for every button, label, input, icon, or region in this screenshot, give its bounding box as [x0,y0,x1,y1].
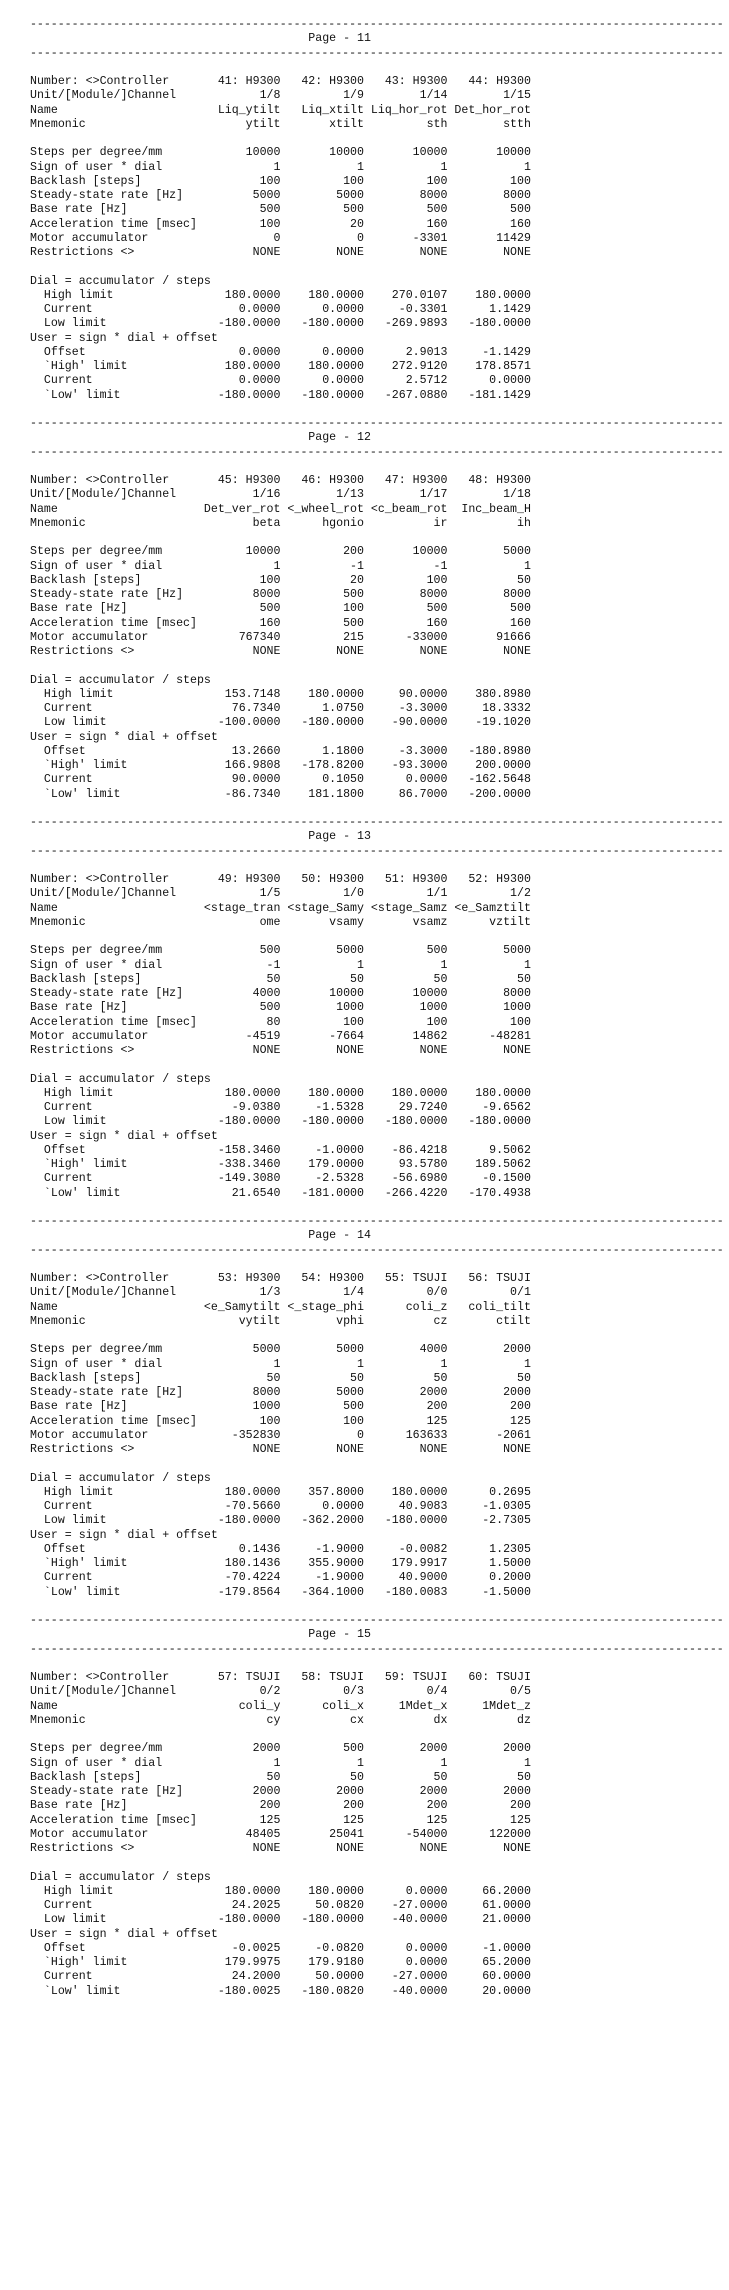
dial-header: Dial = accumulator / steps [30,1471,211,1485]
backlash-row: Backlash [steps] 50 50 50 50 [30,1371,531,1385]
backlash-row: Backlash [steps] 50 50 50 50 [30,972,531,986]
motor-accumulator-row: Motor accumulator 767340 215 -33000 91666 [30,630,531,644]
restrictions-row: Restrictions <> NONE NONE NONE NONE [30,1044,531,1057]
sign-row: Sign of user * dial -1 1 1 1 [30,958,531,972]
blank-line [30,132,729,146]
blank-line [30,1058,729,1072]
name-row: Name Det_ver_rot <_wheel_rot <c_beam_rot Inc_beam_H [30,502,531,516]
dial-current-row: Current 24.2025 50.0820 -27.0000 61.0000 [30,1899,531,1912]
name-row: Name <stage_tran <stage_Samy <stage_Samz <e_Samztilt [30,901,531,915]
name-row: Name <e_Samytilt <_stage_phi coli_z coli_tilt [30,1300,531,1314]
name-row: Name Liq_ytilt Liq_xtilt Liq_hor_rot Det_hor_rot [30,103,531,117]
user-high-limit-row: `High' limit 179.9975 179.9180 0.0000 65.2000 [30,1956,531,1969]
backlash-row: Backlash [steps] 100 100 100 100 [30,174,531,188]
user-low-limit-row: `Low' limit -179.8564 -364.1000 -180.0083 -1.5000 [30,1585,531,1599]
restrictions-row: Restrictions <> NONE NONE NONE NONE [30,246,531,259]
dial-current-row: Current 0.0000 0.0000 -0.3301 1.1429 [30,303,531,316]
blank-line [30,1856,729,1870]
mnemonic-row: Mnemonic ome vsamy vsamz vztilt [30,915,531,929]
blank-line [30,802,729,816]
blank-line [30,1657,729,1671]
user-header: User = sign * dial + offset [30,730,218,744]
user-current-row: Current 24.2000 50.0000 -27.0000 60.0000 [30,1970,531,1984]
dial-high-limit-row: High limit 153.7148 180.0000 90.0000 380.8980 [30,687,531,701]
blank-line [30,859,729,873]
sign-row: Sign of user * dial 1 1 1 1 [30,1357,531,1371]
unit-row: Unit/[Module/]Channel 1/5 1/0 1/1 1/2 [30,887,531,901]
user-low-limit-row: `Low' limit 21.6540 -181.0000 -266.4220 -170.4938 [30,1186,531,1200]
base-rate-row: Base rate [Hz] 500 100 500 500 [30,602,531,616]
steady-rate-row: Steady-state rate [Hz] 2000 2000 2000 2000 [30,1785,531,1798]
user-high-limit-row: `High' limit 180.0000 180.0000 272.9120 178.8571 [30,360,531,373]
sign-row: Sign of user * dial 1 1 1 1 [30,160,531,174]
user-offset-row: Offset -0.0025 -0.0820 0.0000 -1.0000 [30,1941,531,1955]
user-header: User = sign * dial + offset [30,331,218,345]
unit-row: Unit/[Module/]Channel 1/3 1/4 0/0 0/1 [30,1286,531,1300]
dial-current-row: Current -9.0380 -1.5328 29.7240 -9.6562 [30,1101,531,1114]
blank-line [30,61,729,75]
page-title: Page - 12 [30,431,371,445]
sign-row: Sign of user * dial 1 -1 -1 1 [30,559,531,573]
steps-row: Steps per degree/mm 500 5000 500 5000 [30,944,531,958]
motor-accumulator-row: Motor accumulator 0 0 -3301 11429 [30,231,531,245]
user-low-limit-row: `Low' limit -180.0025 -180.0820 -40.0000 20.0000 [30,1984,531,1998]
motor-accumulator-row: Motor accumulator 48405 25041 -54000 122000 [30,1827,531,1841]
blank-line [30,1329,729,1343]
user-offset-row: Offset 0.0000 0.0000 2.9013 -1.1429 [30,345,531,359]
user-high-limit-row: `High' limit -338.3460 179.0000 93.5780 189.5062 [30,1158,531,1171]
steady-rate-row: Steady-state rate [Hz] 4000 10000 10000 8000 [30,987,531,1000]
blank-line [30,1457,729,1471]
dial-low-limit-row: Low limit -180.0000 -180.0000 -40.0000 21.0000 [30,1913,531,1927]
restrictions-row: Restrictions <> NONE NONE NONE NONE [30,1443,531,1456]
page-rule-bottom: ---------------------------------------------------------------------------------------------------- [30,1243,724,1257]
motor-number-row: Number: <>Controller 53: H9300 54: H9300 55: TSUJI 56: TSUJI [30,1272,531,1285]
user-current-row: Current 90.0000 0.1050 0.0000 -162.5648 [30,773,531,787]
blank-line [30,659,729,673]
motor-number-row: Number: <>Controller 45: H9300 46: H9300 47: H9300 48: H9300 [30,474,531,487]
dial-low-limit-row: Low limit -180.0000 -180.0000 -269.9893 -180.0000 [30,317,531,331]
dial-high-limit-row: High limit 180.0000 180.0000 270.0107 180.0000 [30,288,531,302]
mnemonic-row: Mnemonic vytilt vphi cz ctilt [30,1314,531,1328]
dial-low-limit-row: Low limit -100.0000 -180.0000 -90.0000 -19.1020 [30,716,531,730]
blank-line [30,1728,729,1742]
page-rule-bottom: ---------------------------------------------------------------------------------------------------- [30,1642,724,1656]
motor-accumulator-row: Motor accumulator -352830 0 163633 -2061 [30,1428,531,1442]
motor-number-row: Number: <>Controller 57: TSUJI 58: TSUJI 59: TSUJI 60: TSUJI [30,1671,531,1684]
page-rule-top: ---------------------------------------------------------------------------------------------------- [30,417,724,430]
user-current-row: Current 0.0000 0.0000 2.5712 0.0000 [30,374,531,388]
blank-line [30,460,729,474]
steady-rate-row: Steady-state rate [Hz] 8000 500 8000 8000 [30,588,531,601]
acceleration-row: Acceleration time [msec] 100 20 160 160 [30,217,531,231]
mnemonic-row: Mnemonic cy cx dx dz [30,1713,531,1727]
restrictions-row: Restrictions <> NONE NONE NONE NONE [30,1842,531,1855]
blank-line [30,403,729,417]
page-title: Page - 11 [30,32,371,46]
user-current-row: Current -70.4224 -1.9000 40.9000 0.2000 [30,1571,531,1585]
acceleration-row: Acceleration time [msec] 80 100 100 100 [30,1015,531,1029]
unit-row: Unit/[Module/]Channel 0/2 0/3 0/4 0/5 [30,1685,531,1699]
restrictions-row: Restrictions <> NONE NONE NONE NONE [30,645,531,658]
dial-header: Dial = accumulator / steps [30,1072,211,1086]
dial-header: Dial = accumulator / steps [30,1870,211,1884]
steps-row: Steps per degree/mm 10000 10000 10000 10000 [30,146,531,160]
steady-rate-row: Steady-state rate [Hz] 8000 5000 2000 2000 [30,1386,531,1399]
dial-current-row: Current -70.5660 0.0000 40.9083 -1.0305 [30,1500,531,1513]
page-rule-top: ---------------------------------------------------------------------------------------------------- [30,18,724,31]
page-title: Page - 14 [30,1229,371,1243]
user-low-limit-row: `Low' limit -180.0000 -180.0000 -267.0880 -181.1429 [30,388,531,402]
base-rate-row: Base rate [Hz] 1000 500 200 200 [30,1400,531,1414]
motor-number-row: Number: <>Controller 41: H9300 42: H9300 43: H9300 44: H9300 [30,75,531,88]
name-row: Name coli_y coli_x 1Mdet_x 1Mdet_z [30,1699,531,1713]
dial-header: Dial = accumulator / steps [30,274,211,288]
dial-high-limit-row: High limit 180.0000 357.8000 180.0000 0.2695 [30,1485,531,1499]
user-high-limit-row: `High' limit 166.9808 -178.8200 -93.3000 200.0000 [30,759,531,772]
blank-line [30,1999,729,2013]
page-rule-top: ---------------------------------------------------------------------------------------------------- [30,1215,724,1228]
unit-row: Unit/[Module/]Channel 1/16 1/13 1/17 1/18 [30,488,531,502]
blank-line [30,260,729,274]
motor-number-row: Number: <>Controller 49: H9300 50: H9300 51: H9300 52: H9300 [30,873,531,886]
dial-high-limit-row: High limit 180.0000 180.0000 180.0000 180.0000 [30,1086,531,1100]
acceleration-row: Acceleration time [msec] 160 500 160 160 [30,616,531,630]
user-offset-row: Offset 0.1436 -1.9000 -0.0082 1.2305 [30,1542,531,1556]
base-rate-row: Base rate [Hz] 200 200 200 200 [30,1799,531,1813]
dial-low-limit-row: Low limit -180.0000 -362.2000 -180.0000 -2.7305 [30,1514,531,1528]
steps-row: Steps per degree/mm 10000 200 10000 5000 [30,545,531,559]
dial-low-limit-row: Low limit -180.0000 -180.0000 -180.0000 -180.0000 [30,1115,531,1129]
blank-line [30,531,729,545]
steps-row: Steps per degree/mm 2000 500 2000 2000 [30,1742,531,1756]
page-rule-top: ---------------------------------------------------------------------------------------------------- [30,1614,724,1627]
blank-line [30,1258,729,1272]
page-rule-top: ---------------------------------------------------------------------------------------------------- [30,816,724,829]
dial-high-limit-row: High limit 180.0000 180.0000 0.0000 66.2000 [30,1884,531,1898]
mnemonic-row: Mnemonic ytilt xtilt sth stth [30,117,531,131]
blank-line [30,1201,729,1215]
user-current-row: Current -149.3080 -2.5328 -56.6980 -0.1500 [30,1172,531,1186]
steady-rate-row: Steady-state rate [Hz] 5000 5000 8000 8000 [30,189,531,202]
steps-row: Steps per degree/mm 5000 5000 4000 2000 [30,1343,531,1357]
acceleration-row: Acceleration time [msec] 125 125 125 125 [30,1813,531,1827]
user-header: User = sign * dial + offset [30,1927,218,1941]
unit-row: Unit/[Module/]Channel 1/8 1/9 1/14 1/15 [30,89,531,103]
mnemonic-row: Mnemonic beta hgonio ir ih [30,516,531,530]
motor-accumulator-row: Motor accumulator -4519 -7664 14862 -48281 [30,1029,531,1043]
page-rule-bottom: ---------------------------------------------------------------------------------------------------- [30,844,724,858]
page-title: Page - 13 [30,830,371,844]
base-rate-row: Base rate [Hz] 500 1000 1000 1000 [30,1001,531,1015]
user-offset-row: Offset 13.2660 1.1800 -3.3000 -180.8980 [30,744,531,758]
dial-header: Dial = accumulator / steps [30,673,211,687]
user-header: User = sign * dial + offset [30,1528,218,1542]
user-low-limit-row: `Low' limit -86.7340 181.1800 86.7000 -200.0000 [30,787,531,801]
page-rule-bottom: ---------------------------------------------------------------------------------------------------- [30,46,724,60]
blank-line [30,1600,729,1614]
user-header: User = sign * dial + offset [30,1129,218,1143]
dial-current-row: Current 76.7340 1.0750 -3.3000 18.3332 [30,702,531,715]
page-title: Page - 15 [30,1628,371,1642]
backlash-row: Backlash [steps] 100 20 100 50 [30,573,531,587]
base-rate-row: Base rate [Hz] 500 500 500 500 [30,203,531,217]
backlash-row: Backlash [steps] 50 50 50 50 [30,1770,531,1784]
acceleration-row: Acceleration time [msec] 100 100 125 125 [30,1414,531,1428]
user-offset-row: Offset -158.3460 -1.0000 -86.4218 9.5062 [30,1143,531,1157]
blank-line [30,930,729,944]
sign-row: Sign of user * dial 1 1 1 1 [30,1756,531,1770]
user-high-limit-row: `High' limit 180.1436 355.9000 179.9917 1.5000 [30,1557,531,1570]
page-rule-bottom: ---------------------------------------------------------------------------------------------------- [30,445,724,459]
